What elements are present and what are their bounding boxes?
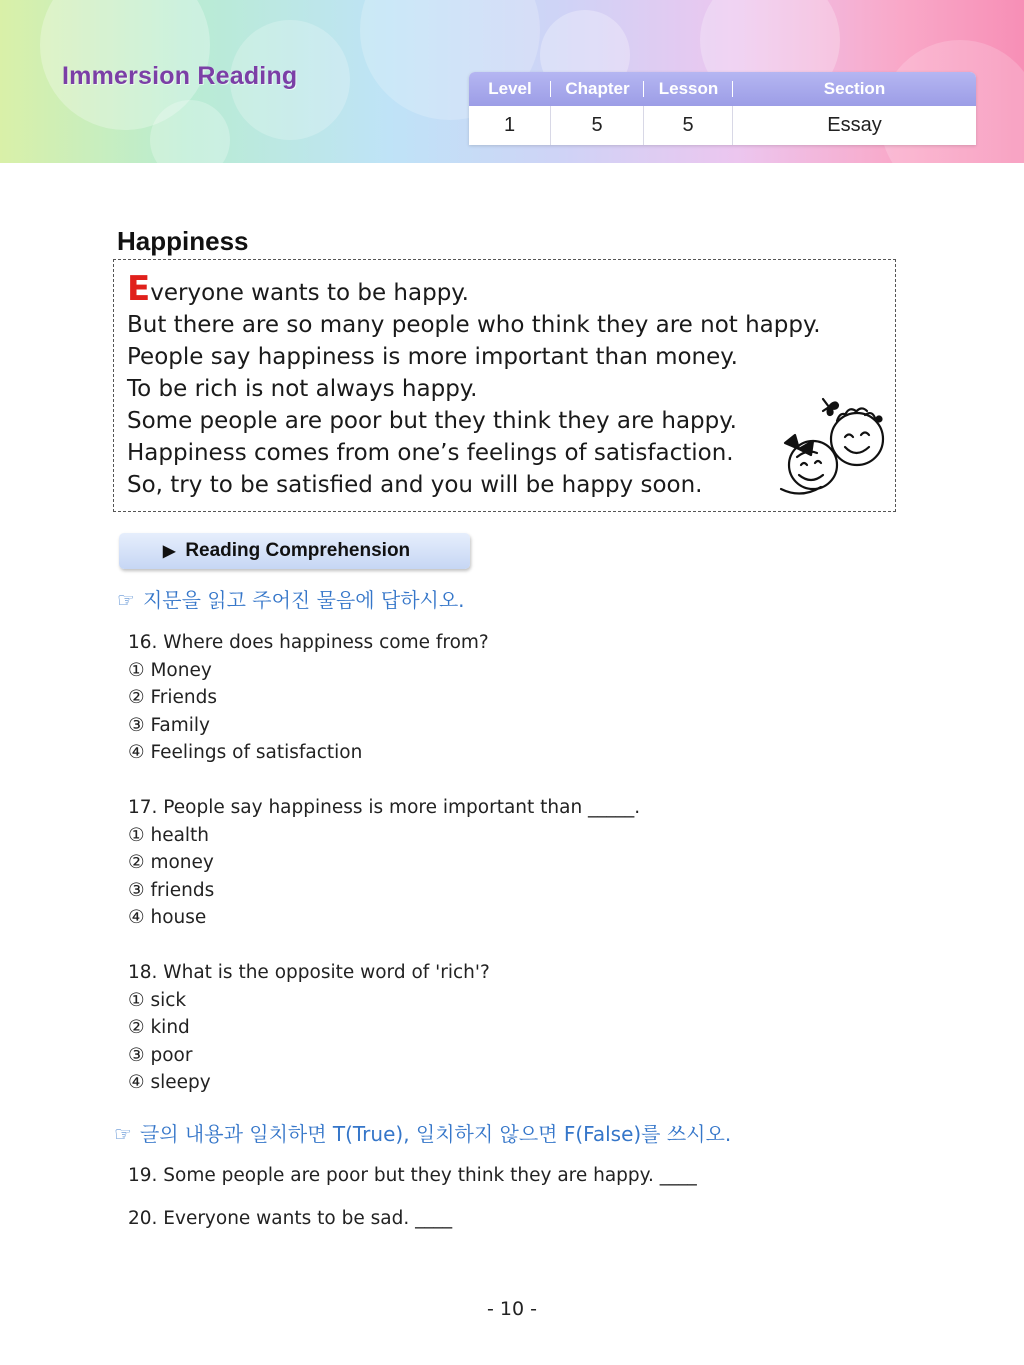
answer-option[interactable]: ③ poor [128, 1044, 193, 1066]
tf-instruction-text: 글의 내용과 일치하면 T(True), 일치하지 않으면 F(False)를 쓰시오. [139, 1122, 732, 1146]
question-prompt: 17. People say happiness is more important than _____. [128, 797, 641, 818]
passage-line: Happiness comes from one’s feelings of satisfaction. [127, 440, 734, 466]
passage-text [127, 269, 887, 501]
lesson-info-header-row [469, 72, 976, 106]
reading-comprehension-tag [119, 533, 470, 569]
passage-line: To be rich is not always happy. [127, 376, 478, 402]
reading-comprehension-label: Reading Comprehension [185, 540, 411, 561]
question-18 [128, 959, 490, 1097]
mc-instruction-text: 지문을 읽고 주어진 물음에 답하시오. [142, 588, 465, 612]
question-19: 19. Some people are poor but they think they are happy. ____ [128, 1165, 697, 1186]
header-lesson: Lesson [644, 72, 733, 106]
page-number: - 10 - [487, 1298, 537, 1320]
passage-line [127, 269, 887, 309]
answer-option[interactable]: ② kind [128, 1017, 190, 1038]
pointing-hand-icon: ☞ [114, 1122, 132, 1146]
answer-option[interactable]: ④ house [128, 907, 207, 928]
lesson-info-value-row [469, 106, 976, 145]
passage-first-line: veryone wants to be happy. [150, 280, 469, 306]
lesson-info-table [469, 72, 976, 145]
answer-option[interactable]: ④ Feelings of satisfaction [128, 742, 363, 763]
value-section: Essay [827, 114, 882, 136]
drop-cap: E [127, 269, 151, 309]
answer-option[interactable]: ② Friends [128, 687, 217, 708]
passage-line: People say happiness is more important than money. [127, 344, 738, 370]
happy-kids-icon [775, 393, 895, 503]
question-prompt: 18. What is the opposite word of 'rich'? [128, 962, 490, 983]
answer-option[interactable]: ① Money [128, 659, 212, 681]
answer-option[interactable]: ② money [128, 852, 214, 873]
value-lesson: 5 [644, 106, 733, 145]
value-chapter: 5 [551, 106, 644, 145]
question-20: 20. Everyone wants to be sad. ____ [128, 1208, 453, 1229]
value-level: 1 [469, 106, 551, 145]
question-17 [128, 794, 640, 932]
brand-title: Immersion Reading [62, 62, 298, 90]
tf-instruction [114, 1118, 731, 1147]
passage-line: But there are so many people who think they are not happy. [127, 312, 821, 338]
header-section: Section [823, 79, 886, 98]
answer-option[interactable]: ① health [128, 824, 210, 846]
mc-instruction [117, 584, 465, 613]
passage-line: So, try to be satisfied and you will be happy soon. [127, 472, 703, 498]
header-chapter: Chapter [551, 72, 644, 106]
header-banner [0, 0, 1024, 163]
answer-option[interactable]: ④ sleepy [128, 1072, 211, 1093]
answer-option[interactable]: ③ Family [128, 714, 210, 736]
answer-option[interactable]: ① sick [128, 989, 187, 1011]
header-level: Level [469, 72, 551, 106]
question-16 [128, 629, 489, 767]
passage-line: Some people are poor but they think they are happy. [127, 408, 737, 434]
question-prompt: 16. Where does happiness come from? [128, 632, 489, 653]
answer-option[interactable]: ③ friends [128, 879, 215, 901]
play-arrow-icon: ▶ [163, 543, 176, 560]
passage-title: Happiness [117, 226, 249, 256]
pointing-hand-icon: ☞ [117, 588, 135, 612]
